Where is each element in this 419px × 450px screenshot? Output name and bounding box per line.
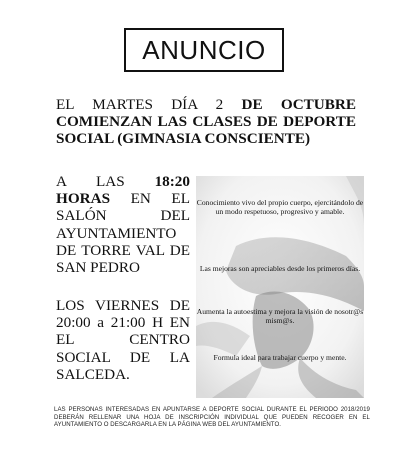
gymnastics-photo: [196, 176, 364, 398]
intro-text: EL MARTES DÍA 2: [56, 96, 242, 113]
intro-highlight: DE OCTUBRE COMIENZAN LAS CLASES DE DEPORTE SOCIAL (GIMNASIA CONSCIENTE): [56, 96, 356, 148]
title-box: [124, 28, 284, 72]
intro-paragraph: [56, 96, 356, 148]
schedule-text-start: A LAS: [56, 173, 155, 190]
schedule-paragraph: [56, 173, 190, 276]
fridays-paragraph: LOS VIERNES DE 20:00 a 21:00 H EN EL CENTRO SOCIAL DE LA SALCEDA.: [56, 297, 190, 383]
benefit-item: Las mejoras son apreciables desde los primeros días.: [199, 264, 361, 273]
announcement-title: ANUNCIO: [142, 34, 266, 65]
benefit-item: Formula ideal para trabajar cuerpo y mente.: [213, 353, 347, 362]
schedule-location: EN EL SALÓN DEL AYUNTAMIENTO DE TORRE VAL DE SAN PEDRO: [56, 190, 190, 277]
benefit-item: Conocimiento vivo del propio cuerpo, ejercitándolo de un modo respetuoso, progresivo y amable.: [196, 198, 364, 217]
benefit-item: Aumenta la autoestima y mejora la visión de nosotr@s mism@s.: [196, 307, 364, 326]
registration-note: LAS PERSONAS INTERESADAS EN APUNTARSE A DEPORTE SOCIAL DURANTE EL PERIODO 2018/2019 DEBERÁN RELLENAR UNA HOJA DE INSCRIPCIÓN INDIVIDUAL QUE PUEDEN RECOGER EN EL AYUNTAMIENTO O DESCARGARLA EN LA PÁGINA WEB DEL AYUNTAMIENTO.: [54, 406, 370, 429]
schedule-time: 18:20 HORAS: [56, 173, 190, 208]
